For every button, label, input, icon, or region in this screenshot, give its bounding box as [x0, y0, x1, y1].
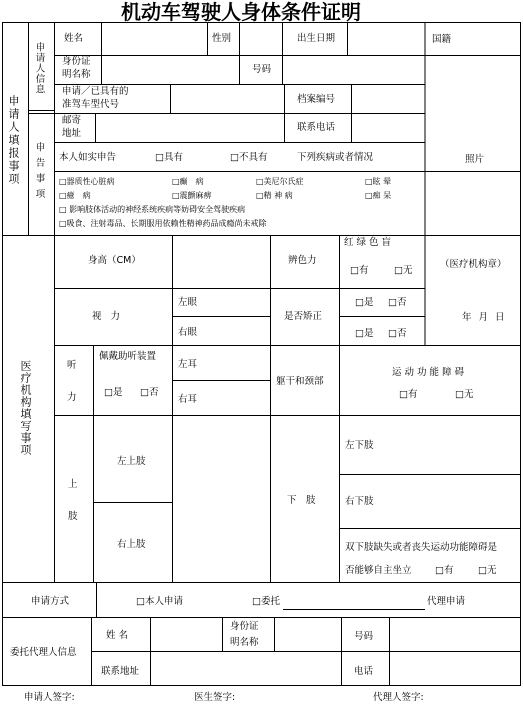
lower-question-2: 否能够自主坐立	[345, 565, 412, 576]
left-ear-label: 左耳	[178, 359, 198, 370]
photo-label: 照片	[465, 154, 485, 165]
file-no-label: 档案编号	[297, 94, 336, 105]
apply-method-label: 申请方式	[31, 596, 70, 607]
right-upper-label: 右上肢	[117, 539, 146, 550]
id-doc-label-2: 明名称	[62, 69, 91, 80]
gender-label: 性别	[212, 33, 232, 44]
agent-signature-label: 代理人签字:	[373, 692, 424, 703]
left-corrected-no[interactable]: □否	[388, 297, 407, 308]
agent-phone-label: 电话	[354, 666, 374, 677]
form-title: 机动车驾驶人身体条件证明	[121, 0, 361, 24]
color-vision-label: 辨色力	[288, 255, 317, 266]
corrected-label: 是否矫正	[284, 311, 323, 322]
license-label-2: 准驾车型代号	[62, 99, 120, 110]
agent-address-label: 联系地址	[101, 666, 140, 677]
agent-name-label: 姓 名	[106, 630, 129, 641]
hearing-aid-no[interactable]: □否	[140, 387, 159, 398]
color-blind-no[interactable]: □无	[394, 265, 413, 276]
disease-epilepsy[interactable]: □癫 病	[172, 177, 204, 186]
has-not-checkbox[interactable]: □不具有	[230, 152, 268, 163]
sit-no[interactable]: □无	[478, 565, 497, 576]
disease-psychosis[interactable]: □精 神 病	[256, 191, 293, 200]
applicant-info-label: 申请人信息	[33, 42, 45, 95]
agent-id-number-label: 号码	[354, 631, 374, 642]
declare-text: 本人如实申告	[59, 152, 117, 163]
id-number-label: 号码	[252, 64, 272, 75]
agent-id-doc-2: 明名称	[230, 637, 259, 648]
id-doc-label-1: 身份证	[62, 56, 91, 67]
color-blind-label: 红 绿 色 盲	[344, 237, 392, 248]
disease-drugs[interactable]: □吸食、注射毒品、长期服用依赖性精神药品成瘾尚未戒除	[59, 219, 267, 228]
medical-section-label: 医疗机构填写事项	[19, 360, 32, 456]
apply-entrust-checkbox[interactable]: □委托	[252, 596, 280, 607]
apply-self-checkbox[interactable]: □本人申请	[136, 596, 183, 607]
disease-vertigo[interactable]: □眩 晕	[365, 177, 392, 186]
upper-limb-label-2: 肢	[68, 511, 78, 522]
vision-label: 视 力	[92, 311, 124, 322]
name-label: 姓名	[64, 33, 84, 44]
height-label: 身高（CM）	[88, 255, 141, 266]
license-label-1: 申请／已具有的	[62, 86, 129, 97]
agent-id-doc-1: 身份证	[230, 621, 259, 632]
upper-limb-label-1: 上	[68, 479, 78, 490]
left-corrected-yes[interactable]: □是	[355, 297, 374, 308]
left-lower-label: 左下肢	[345, 440, 374, 451]
sit-yes[interactable]: □有	[435, 565, 454, 576]
right-corrected-no[interactable]: □否	[388, 328, 407, 339]
right-eye-label: 右眼	[178, 327, 198, 338]
agent-info-label: 委托代理人信息	[10, 647, 77, 658]
trunk-label: 躯干和颈部	[276, 376, 324, 387]
disease-dementia[interactable]: □痴 呆	[365, 191, 392, 200]
motor-no[interactable]: □无	[455, 389, 474, 400]
right-corrected-yes[interactable]: □是	[355, 328, 374, 339]
hearing-label-1: 听	[67, 360, 77, 371]
nationality-label: 国籍	[432, 34, 452, 45]
hearing-aid-yes[interactable]: □是	[104, 387, 123, 398]
right-ear-label: 右耳	[178, 394, 198, 405]
stamp-label: （医疗机构章）	[440, 259, 507, 270]
hearing-aid-label: 佩戴助听装置	[99, 351, 157, 362]
lower-limb-label: 下 肢	[287, 495, 316, 506]
address-label-2: 地址	[62, 128, 82, 139]
applicant-section-label: 申请人填报事项	[7, 95, 20, 186]
motor-yes[interactable]: □有	[399, 389, 418, 400]
has-checkbox[interactable]: □具有	[155, 152, 183, 163]
address-label-1: 邮寄	[62, 115, 82, 126]
doctor-signature-label: 医生签字:	[194, 692, 236, 703]
following-text: 下列疾病或者情况	[297, 152, 374, 163]
birth-label: 出生日期	[297, 33, 336, 44]
agent-apply-label: 代理申请	[427, 596, 466, 607]
hearing-label-2: 力	[67, 392, 77, 403]
disease-meniere[interactable]: □美尼尔氏症	[256, 177, 304, 186]
left-upper-label: 左上肢	[117, 456, 146, 467]
applicant-signature-label: 申请人签字:	[24, 692, 75, 703]
disease-heart[interactable]: □器质性心脏病	[59, 177, 115, 186]
date-label: 年 月 日	[462, 312, 507, 323]
right-lower-label: 右下肢	[345, 496, 374, 507]
disease-neuro[interactable]: □ 影响肢体活动的神经系统疾病等妨碍安全驾驶疾病	[59, 205, 246, 214]
disease-parkinson[interactable]: □震颤麻痹	[172, 191, 212, 200]
color-blind-yes[interactable]: □有	[350, 265, 369, 276]
disease-hysteria[interactable]: □癔 病	[59, 191, 91, 200]
declare-group-label: 申告事项	[33, 142, 45, 204]
lower-question-1: 双下肢缺失或者丧失运动功能障碍是	[345, 542, 498, 553]
phone-label: 联系电话	[297, 122, 336, 133]
left-eye-label: 左眼	[178, 297, 198, 308]
motor-label: 运 动 功 能 障 碍	[392, 367, 465, 378]
